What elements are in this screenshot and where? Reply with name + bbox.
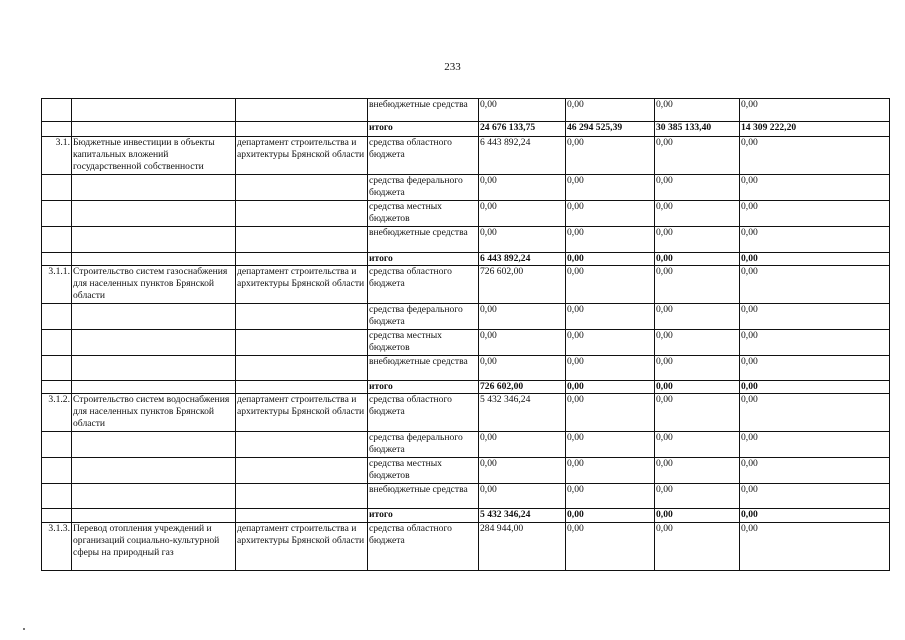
executor-cell bbox=[236, 509, 368, 523]
row-number-cell: 3.1.1. bbox=[42, 266, 72, 304]
row-number-cell bbox=[42, 253, 72, 266]
row-number-cell bbox=[42, 330, 72, 356]
amount-cell: 0,00 bbox=[566, 523, 655, 571]
amount-cell: 0,00 bbox=[479, 432, 566, 458]
amount-cell: 0,00 bbox=[655, 304, 740, 330]
funding-source-cell: средства федерального бюджета bbox=[368, 304, 479, 330]
amount-cell: 0,00 bbox=[566, 227, 655, 253]
table-row bbox=[42, 253, 890, 266]
table-row bbox=[42, 227, 890, 253]
activity-name-cell: Строительство систем газоснабжения для населенных пунктов Брянской области bbox=[72, 266, 236, 304]
activity-name-cell bbox=[72, 304, 236, 330]
funding-source-cell: средства областного бюджета bbox=[368, 266, 479, 304]
funding-source-cell: внебюджетные средства bbox=[368, 484, 479, 509]
amount-cell: 0,00 bbox=[655, 137, 740, 175]
row-number-cell bbox=[42, 99, 72, 122]
amount-cell: 0,00 bbox=[655, 201, 740, 227]
activity-name-cell bbox=[72, 122, 236, 137]
funding-source-cell: средства местных бюджетов bbox=[368, 201, 479, 227]
amount-cell: 30 385 133,40 bbox=[655, 122, 740, 137]
amount-cell: 0,00 bbox=[566, 394, 655, 432]
amount-cell: 0,00 bbox=[740, 484, 890, 509]
amount-cell: 0,00 bbox=[740, 458, 890, 484]
budget-table bbox=[41, 98, 890, 571]
amount-cell: 0,00 bbox=[566, 137, 655, 175]
amount-cell: 0,00 bbox=[740, 266, 890, 304]
table-row bbox=[42, 137, 890, 175]
amount-cell: 0,00 bbox=[479, 175, 566, 201]
executor-cell bbox=[236, 253, 368, 266]
funding-source-cell: итого bbox=[368, 122, 479, 137]
amount-cell: 6 443 892,24 bbox=[479, 137, 566, 175]
table-row bbox=[42, 266, 890, 304]
executor-cell bbox=[236, 304, 368, 330]
table-row bbox=[42, 509, 890, 523]
amount-cell: 0,00 bbox=[655, 356, 740, 381]
executor-cell bbox=[236, 122, 368, 137]
activity-name-cell bbox=[72, 381, 236, 394]
amount-cell: 726 602,00 bbox=[479, 266, 566, 304]
row-number-cell bbox=[42, 175, 72, 201]
amount-cell: 0,00 bbox=[566, 99, 655, 122]
amount-cell: 0,00 bbox=[655, 484, 740, 509]
budget-table-body bbox=[42, 99, 890, 571]
amount-cell: 726 602,00 bbox=[479, 381, 566, 394]
activity-name-cell bbox=[72, 484, 236, 509]
amount-cell: 0,00 bbox=[655, 432, 740, 458]
executor-cell bbox=[236, 432, 368, 458]
executor-cell bbox=[236, 201, 368, 227]
amount-cell: 0,00 bbox=[740, 432, 890, 458]
amount-cell: 0,00 bbox=[655, 175, 740, 201]
row-number-cell bbox=[42, 122, 72, 137]
amount-cell: 0,00 bbox=[740, 137, 890, 175]
executor-cell: департамент строительства и архитектуры Брянской области bbox=[236, 523, 368, 571]
amount-cell: 0,00 bbox=[655, 458, 740, 484]
activity-name-cell bbox=[72, 432, 236, 458]
scan-speck bbox=[23, 628, 25, 630]
amount-cell: 0,00 bbox=[740, 227, 890, 253]
activity-name-cell: Перевод отопления учреждений и организаций социально-культурной сферы на природный газ bbox=[72, 523, 236, 571]
row-number-cell: 3.1.3. bbox=[42, 523, 72, 571]
page-number: 233 bbox=[444, 61, 461, 73]
activity-name-cell bbox=[72, 227, 236, 253]
activity-name-cell bbox=[72, 175, 236, 201]
amount-cell: 0,00 bbox=[479, 304, 566, 330]
amount-cell: 0,00 bbox=[479, 484, 566, 509]
funding-source-cell: внебюджетные средства bbox=[368, 227, 479, 253]
amount-cell: 0,00 bbox=[566, 509, 655, 523]
funding-source-cell: средства местных бюджетов bbox=[368, 330, 479, 356]
table-row bbox=[42, 122, 890, 137]
row-number-cell bbox=[42, 356, 72, 381]
table-row bbox=[42, 356, 890, 381]
amount-cell: 0,00 bbox=[655, 523, 740, 571]
funding-source-cell: средства федерального бюджета bbox=[368, 432, 479, 458]
table-row bbox=[42, 175, 890, 201]
table-row bbox=[42, 304, 890, 330]
row-number-cell bbox=[42, 458, 72, 484]
table-row bbox=[42, 523, 890, 571]
table-row bbox=[42, 484, 890, 509]
row-number-cell bbox=[42, 432, 72, 458]
funding-source-cell: средства областного бюджета bbox=[368, 137, 479, 175]
amount-cell: 0,00 bbox=[479, 99, 566, 122]
activity-name-cell: Бюджетные инвестиции в объекты капитальных вложений государственной собственности bbox=[72, 137, 236, 175]
table-row bbox=[42, 394, 890, 432]
table-row bbox=[42, 330, 890, 356]
activity-name-cell bbox=[72, 330, 236, 356]
amount-cell: 0,00 bbox=[740, 304, 890, 330]
amount-cell: 0,00 bbox=[479, 330, 566, 356]
amount-cell: 0,00 bbox=[740, 253, 890, 266]
amount-cell: 0,00 bbox=[740, 201, 890, 227]
table-row bbox=[42, 201, 890, 227]
amount-cell: 0,00 bbox=[740, 509, 890, 523]
executor-cell: департамент строительства и архитектуры Брянской области bbox=[236, 394, 368, 432]
funding-source-cell: внебюджетные средства bbox=[368, 99, 479, 122]
executor-cell bbox=[236, 175, 368, 201]
amount-cell: 0,00 bbox=[740, 394, 890, 432]
amount-cell: 0,00 bbox=[566, 253, 655, 266]
amount-cell: 0,00 bbox=[479, 356, 566, 381]
amount-cell: 0,00 bbox=[479, 458, 566, 484]
amount-cell: 0,00 bbox=[740, 99, 890, 122]
amount-cell: 24 676 133,75 bbox=[479, 122, 566, 137]
amount-cell: 0,00 bbox=[740, 330, 890, 356]
executor-cell bbox=[236, 356, 368, 381]
amount-cell: 0,00 bbox=[566, 175, 655, 201]
funding-source-cell: средства федерального бюджета bbox=[368, 175, 479, 201]
funding-source-cell: итого bbox=[368, 381, 479, 394]
amount-cell: 0,00 bbox=[740, 356, 890, 381]
amount-cell: 0,00 bbox=[566, 266, 655, 304]
amount-cell: 0,00 bbox=[566, 381, 655, 394]
funding-source-cell: средства областного бюджета bbox=[368, 523, 479, 571]
amount-cell: 0,00 bbox=[479, 227, 566, 253]
row-number-cell bbox=[42, 227, 72, 253]
row-number-cell bbox=[42, 381, 72, 394]
executor-cell: департамент строительства и архитектуры Брянской области bbox=[236, 137, 368, 175]
amount-cell: 0,00 bbox=[566, 304, 655, 330]
executor-cell bbox=[236, 227, 368, 253]
funding-source-cell: средства областного бюджета bbox=[368, 394, 479, 432]
amount-cell: 0,00 bbox=[655, 253, 740, 266]
amount-cell: 14 309 222,20 bbox=[740, 122, 890, 137]
row-number-cell bbox=[42, 509, 72, 523]
amount-cell: 0,00 bbox=[655, 266, 740, 304]
row-number-cell: 3.1.2. bbox=[42, 394, 72, 432]
amount-cell: 0,00 bbox=[655, 394, 740, 432]
amount-cell: 0,00 bbox=[655, 330, 740, 356]
amount-cell: 5 432 346,24 bbox=[479, 509, 566, 523]
funding-source-cell: итого bbox=[368, 253, 479, 266]
table-row bbox=[42, 381, 890, 394]
amount-cell: 0,00 bbox=[566, 201, 655, 227]
row-number-cell: 3.1. bbox=[42, 137, 72, 175]
table-row bbox=[42, 99, 890, 122]
amount-cell: 0,00 bbox=[740, 175, 890, 201]
executor-cell: департамент строительства и архитектуры Брянской области bbox=[236, 266, 368, 304]
amount-cell: 5 432 346,24 bbox=[479, 394, 566, 432]
table-row bbox=[42, 432, 890, 458]
activity-name-cell bbox=[72, 99, 236, 122]
activity-name-cell bbox=[72, 201, 236, 227]
executor-cell bbox=[236, 330, 368, 356]
executor-cell bbox=[236, 458, 368, 484]
activity-name-cell bbox=[72, 253, 236, 266]
amount-cell: 6 443 892,24 bbox=[479, 253, 566, 266]
amount-cell: 0,00 bbox=[566, 458, 655, 484]
executor-cell bbox=[236, 484, 368, 509]
amount-cell: 0,00 bbox=[655, 509, 740, 523]
activity-name-cell: Строительство систем водоснабжения для населенных пунктов Брянской области bbox=[72, 394, 236, 432]
executor-cell bbox=[236, 381, 368, 394]
activity-name-cell bbox=[72, 458, 236, 484]
amount-cell: 0,00 bbox=[566, 330, 655, 356]
amount-cell: 0,00 bbox=[566, 356, 655, 381]
amount-cell: 46 294 525,39 bbox=[566, 122, 655, 137]
row-number-cell bbox=[42, 201, 72, 227]
activity-name-cell bbox=[72, 509, 236, 523]
amount-cell: 0,00 bbox=[566, 432, 655, 458]
amount-cell: 0,00 bbox=[479, 201, 566, 227]
amount-cell: 0,00 bbox=[655, 381, 740, 394]
amount-cell: 0,00 bbox=[566, 484, 655, 509]
funding-source-cell: итого bbox=[368, 509, 479, 523]
funding-source-cell: средства местных бюджетов bbox=[368, 458, 479, 484]
row-number-cell bbox=[42, 304, 72, 330]
row-number-cell bbox=[42, 484, 72, 509]
amount-cell: 0,00 bbox=[655, 99, 740, 122]
amount-cell: 0,00 bbox=[740, 523, 890, 571]
activity-name-cell bbox=[72, 356, 236, 381]
amount-cell: 0,00 bbox=[655, 227, 740, 253]
amount-cell: 284 944,00 bbox=[479, 523, 566, 571]
table-row bbox=[42, 458, 890, 484]
amount-cell: 0,00 bbox=[740, 381, 890, 394]
funding-source-cell: внебюджетные средства bbox=[368, 356, 479, 381]
executor-cell bbox=[236, 99, 368, 122]
